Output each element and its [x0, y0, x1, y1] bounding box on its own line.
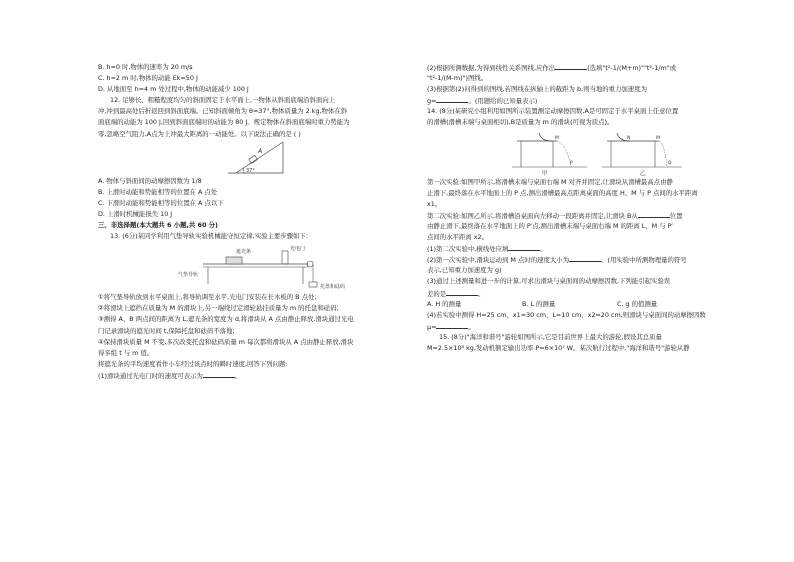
- g-symbol: g=: [427, 97, 437, 106]
- q14-sub-3-2: 差的是 。: [427, 289, 485, 298]
- q14-sub-2: [427, 254, 727, 265]
- q13-sub-2-choices: (选填"t²-1/(M+m)""t²-1/m"或: [587, 64, 677, 72]
- q14-text-1: 14. (8分)某研究小组利用如图所示装置测定动摩擦因数,A是可固定于水平桌面上任意位置: [427, 107, 679, 116]
- q12-text-3: 面底端的动能为 100 J,回到斜面底端时的动能为 80 J。规定物体在斜面底端时重力势能为: [98, 118, 350, 127]
- fig2-label-m: M: [656, 135, 660, 141]
- q13-sub-2-text: (2)根据所测数据,为得到线性关系图线,应作出: [427, 64, 556, 72]
- answer-blank: [436, 321, 468, 329]
- q13-step-2: ②将滑块上遮挡在质量为 M 的滑块上,另一端绕过定滑轮悬挂质量为 m 的托盘和砝码;: [98, 304, 339, 313]
- q11-option-d: D. 从地面至 h=4 m 处过程中,物体的动能减少 100 J: [98, 85, 249, 94]
- q14-exp2-2: 点间的水平距离 x2。: [427, 233, 489, 242]
- answer-blank: [638, 210, 670, 218]
- fig1-label-p: P: [570, 160, 573, 166]
- q14-exp1-3: x1。: [427, 199, 442, 208]
- q13-sub-2: [427, 62, 727, 73]
- fig2-label-q: Q: [668, 160, 672, 166]
- q13-step-3: ③测得 A、B 两点间的距离为 L,遮光条的宽度为 d,将滑块从 A 点由静止释放,滑块通过光电: [98, 315, 354, 324]
- q13-note: 将遮光条的平均速度看作小车经过该点时的瞬时速度,回答下列问题:: [98, 359, 288, 368]
- incline-figure: [98, 140, 398, 176]
- q14-exp2-a: 第二次实验:如图乙所示,将滑槽沿桌面向左移动一段距离并固定,让滑块 B从: [427, 211, 638, 220]
- q14-sub-3-options: [427, 299, 727, 310]
- q12-text-4: 零,忽略空气阻力,A点为上冲最大距离的一动能处。以下说法正确的是 ( ): [98, 129, 301, 138]
- q14-exp2-b: 位置: [669, 211, 683, 220]
- section-3-heading: 三、非选择题(本大题共 6 小题,共 60 分): [98, 221, 218, 230]
- q14-exp2-0: [427, 210, 727, 221]
- q14-sub-1-text: (1)第二次实验中,横线处应填: [427, 245, 509, 254]
- q12-option-b: B. 上滑时动能和势能相等的位置在 A 点处: [98, 187, 218, 196]
- fig1-label-m: M: [555, 135, 559, 141]
- q14-sub-2-text: (2)第一次实验中,滑块运动到 M 点时的速度大小为: [427, 256, 570, 265]
- q13-intro: 13. (6分)某同学利用气垫导轨实验机械能守恒定律,实验主要步骤如下:: [110, 232, 308, 241]
- q12-text-1: 12. 足够长、粗糙程度均匀的斜面固定于水平面上,一物体从斜面底端沿斜面向上: [110, 96, 336, 105]
- figure-label-tray: 托盘和砝码: [320, 284, 346, 291]
- incline-point-label: A: [258, 147, 263, 155]
- q14-sub-3-1: (3)通过上述测量和进一步的计算,可求出滑块与桌面间的动摩擦因数,下列能引起实验误: [427, 277, 671, 286]
- q14-sub-4: (4)若实验中测得 H=25 cm、x1=30 cm、L=10 cm、x2=20 cm,则滑块与桌面间的动摩擦因数: [427, 310, 706, 319]
- answer-blank: [203, 370, 235, 378]
- q14-sub-2-c: 。(用实验中所测物理量的符号: [601, 256, 687, 265]
- q14-option-a: A. H 的测量: [427, 299, 462, 308]
- q14-sub-3-2-text: 差的是: [427, 289, 447, 298]
- q14-text-2: 的滑槽(滑槽末端与桌面相切),B是质量为 m 的滑块(可视为质点)。: [427, 118, 614, 127]
- q11-option-b: B. h=0 时,物体的速率为 20 m/s: [98, 63, 193, 71]
- q11-option-c: C. h=2 m 时,物体的动能 Ek=50 J: [98, 74, 198, 83]
- incline-angle-label: 37°: [246, 167, 255, 174]
- q14-sub-2-tail: 表示,已知重力加速度为 g): [427, 266, 502, 275]
- q13-step-4b: 得多组 t 与 m 值。: [98, 348, 154, 357]
- friction-setup-figure: [427, 129, 727, 177]
- q13-step-1: ①将气垫导轨放到水平桌面上,将导轨调至水平,光电门安装在长木板的 B 点处;: [98, 293, 317, 302]
- fig2-caption: 乙: [640, 170, 646, 177]
- answer-blank: [508, 243, 540, 251]
- q13-sub-3: (3)根据第(2)问得到的图线,若图线在纵轴上的截距为 b,则当地的重力加速度为: [427, 85, 647, 94]
- q13-step-4: ④保持滑块质量 M 不变,多次改变托盘和砝码质量 m 每次都将滑块从 A 点由静止释放,滑块: [98, 337, 354, 346]
- air-track-figure: [98, 242, 398, 292]
- figure-label-strip: 遮光条: [236, 249, 252, 256]
- q14-sub-1: (1)第二次实验中,横线处应填 。: [427, 245, 547, 254]
- q13-sub-1: (1)滑块通过光电门时的速度可表示为 。: [98, 371, 242, 380]
- q13-sub-3-answer: g= 。(用题给的已知量表示): [427, 97, 538, 106]
- answer-blank: [436, 95, 468, 103]
- q13-step-3b: 门记录滑块的遮光时间 t,保障托盘和砝码不落地;: [98, 326, 235, 335]
- answer-blank: [569, 254, 601, 262]
- figure-label-rail: 气垫导轨: [178, 272, 199, 279]
- q15-text-2: M=2.5×10⁸ kg,发动机额定输出功率 P=6×10⁷ W。某次航行过程中,"海洋和谐号"游轮从静: [427, 343, 690, 352]
- mu-symbol: μ=: [427, 322, 437, 331]
- q15-text-1: 15. (8分)"海洋和谐号"游轮如图所示,它是目前世界上最大的游轮,假设其总质量: [439, 332, 662, 341]
- q12-option-a: A. 物体与斜面间的动摩擦因数为 1/8: [98, 176, 202, 185]
- q14-option-c: C. g 的值测量: [617, 299, 658, 308]
- right-column: [427, 62, 727, 354]
- answer-blank: [446, 288, 478, 296]
- q14-sub-4-answer: μ= 。: [427, 322, 475, 331]
- q14-exp2-1: 由静止滑下,最终落在水平地面上的 P′点,测出滑槽末端与桌面右端 M 的距离 L、M 与 P′: [427, 221, 673, 230]
- q12-text-2: 冲,冲到最高处后折返回到斜面底端。已知斜面倾角为 θ=37°,物体质量为 2 kg,物体在斜: [98, 107, 348, 116]
- fig1-caption: 甲: [542, 170, 548, 177]
- q14-option-b: B. L 的测量: [522, 299, 556, 308]
- q13-sub-2-tail: "t²-1/(M-m)")图线。: [427, 74, 488, 83]
- left-column: [98, 62, 398, 381]
- fig2-label-n: N: [627, 135, 631, 141]
- q14-exp1-1: 第一次实验:如图甲所示,将滑槽末端与桌面右端 M 对齐并固定,让滑块从滑槽最高点由静: [427, 177, 673, 186]
- answer-blank: [555, 62, 587, 70]
- figure-label-gate: 光电门: [290, 246, 306, 253]
- q12-option-c: C. 下滑时动能和势能相等的位置在 A 点以下: [98, 198, 224, 207]
- q13-sub-3-tail: (用题给的已知量表示): [474, 97, 538, 106]
- q12-option-d: D. 上滑时机械能损失 10 J: [98, 209, 173, 218]
- q14-exp1-2: 止滑下,最终落在水平地面上的 P 点,测出滑槽最高点距离桌面的高度 H、M 与 P 点间的水平距离: [427, 188, 698, 197]
- q13-sub-1-text: (1)滑块通过光电门时的速度可表示为: [98, 371, 203, 380]
